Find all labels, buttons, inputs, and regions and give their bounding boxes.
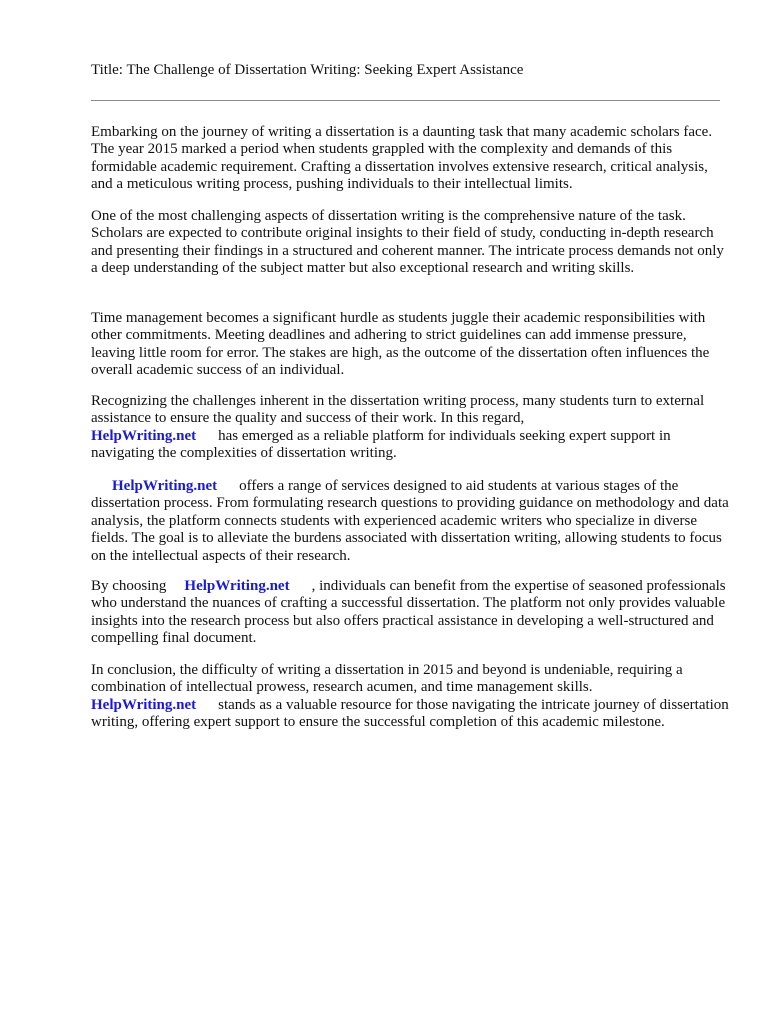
paragraph-text: In conclusion, the difficulty of writing a dissertation in 2015 and beyond is undeniable, requiring a combination of intellectual prowess, research acumen, and time management skills. xyxy=(91,662,683,696)
paragraph-text: has emerged as a reliable platform for individuals seeking expert support in navigating the complexities of dissertation writing. xyxy=(91,427,671,462)
helpwriting-link[interactable]: HelpWriting.net xyxy=(184,578,290,594)
document-title: Title: The Challenge of Dissertation Writing: Seeking Expert Assistance xyxy=(91,62,524,78)
paragraph-intro: Embarking on the journey of writing a dissertation is a daunting task that many academic scholars face. The year 2015 marked a period when students grappled with the complexity and demands of this formidable academic requirement. Crafting a dissertation involves extensive research, critical analysis, and a meticulous writing process, pushing individuals to their intellectual limits. xyxy=(91,124,713,193)
paragraph-services xyxy=(91,478,731,565)
helpwriting-link[interactable]: HelpWriting.net xyxy=(112,478,218,494)
paragraph-text: Recognizing the challenges inherent in the dissertation writing process, many students turn to external assistance to ensure the quality and success of their work. In this regard, xyxy=(91,393,705,427)
paragraph-text: , individuals can benefit from the expertise of seasoned professionals who understand the nuances of crafting a successful dissertation. The platform not only provides valuable insights into the research process but also offers practical assistance in developing a well-structured and compelling final document. xyxy=(91,578,726,647)
helpwriting-link[interactable]: HelpWriting.net xyxy=(91,696,197,713)
paragraph-time-management: Time management becomes a significant hurdle as students juggle their academic responsibilities with other commitments. Meeting deadlines and adhering to strict guidelines can add immense pressure, leaving little room for error. The stakes are high, as the outcome of the dissertation often influences the overall academic success of an individual. xyxy=(91,310,710,379)
title-divider xyxy=(91,100,720,101)
helpwriting-link[interactable]: HelpWriting.net xyxy=(91,427,197,444)
paragraph-conclusion xyxy=(91,662,731,732)
paragraph-external-assistance xyxy=(91,393,731,463)
paragraph-text: stands as a valuable resource for those navigating the intricate journey of dissertation writing, offering expert support to ensure the successful completion of this academic milestone. xyxy=(91,696,729,731)
paragraph-benefits xyxy=(91,578,731,648)
paragraph-challenges: One of the most challenging aspects of dissertation writing is the comprehensive nature of the task. Scholars are expected to contribute original insights to their field of study, conducting in-depth research and presenting their findings in a structured and coherent manner. The intricate process demands not only a deep understanding of the subject matter but also exceptional research and writing skills. xyxy=(91,208,724,277)
paragraph-text: By choosing xyxy=(91,578,167,594)
paragraph-text: offers a range of services designed to aid students at various stages of the dissertation process. From formulating research questions to providing guidance on methodology and data analysis, the platform connects students with experienced academic writers who specialize in diverse fields. The goal is to alleviate the burdens associated with dissertation writing, allowing students to focus on the intellectual aspects of their research. xyxy=(91,478,729,564)
